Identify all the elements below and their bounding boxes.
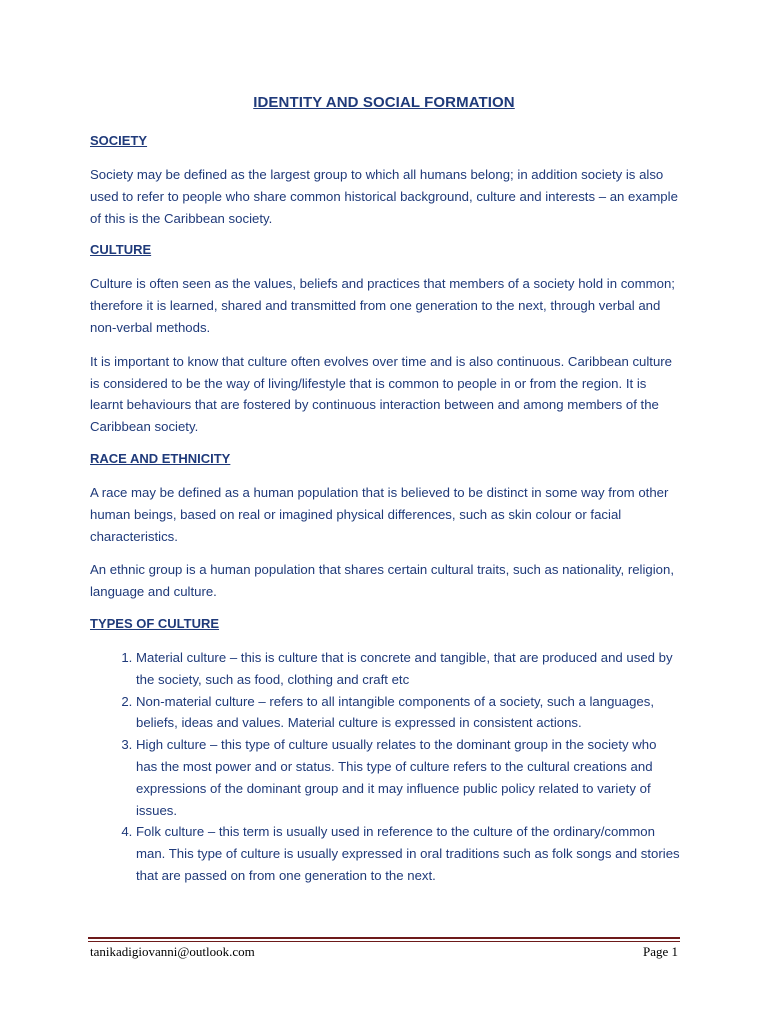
ethnicity-paragraph: An ethnic group is a human population that shares certain cultural traits, such as nationality, religion, language and culture. [90, 562, 674, 600]
list-item: 4. Folk culture – this term is usually used in reference to the culture of the ordinary/common man. This type of culture is usually expressed in oral traditions such as folk songs and stories that are passed on from one generation to the next. [136, 821, 680, 886]
heading-society: SOCIETY [90, 133, 148, 148]
race-paragraph: A race may be defined as a human population that is believed to be distinct in some way from other human beings, based on real or imagined physical differences, such as skin colour or facial characteristics. [90, 484, 669, 544]
list-item: 2. Non-material culture – refers to all intangible components of a society, such a languages, beliefs, ideas and values. Material culture is expressed in consistent actions. [136, 691, 680, 735]
list-item: 1. Material culture – this is culture that is concrete and tangible, that are produced and used by the society, such as food, clothing and craft etc [136, 647, 680, 691]
footer-page-number: Page 1 [642, 944, 678, 959]
society-paragraph: Society may be defined as the largest group to which all humans belong; in addition society is also used to refer to people who share common historical background, culture and interests – an example of this is the Caribbean society. [90, 167, 678, 226]
heading-culture: CULTURE [90, 242, 152, 258]
culture-paragraph-1: Culture is often seen as the values, beliefs and practices that members of a society hold in common; therefore it is learned, shared and transmitted from one generation to the next, through verbal and non-verbal methods. [90, 276, 675, 335]
footer-email: tanikadigiovanni@outlook.com [90, 944, 255, 959]
page-title: IDENTITY AND SOCIAL FORMATION [253, 94, 515, 111]
list-item: 3. High culture – this type of culture usually relates to the dominant group in the society who has the most power and or status. This type of culture refers to the cultural creations and expressions of the dominant group and it may influence public policy related to variety of issues. [136, 734, 680, 821]
heading-race-ethnicity: RACE AND ETHNICITY [90, 450, 231, 466]
types-of-culture-list [90, 647, 680, 887]
culture-paragraph-2: It is important to know that culture often evolves over time and is also continuous. Caribbean culture is considered to be the way of living/lifestyle that is common to people in or from the region. It is learnt behaviours that are fostered by continuous interaction between and among members of the Caribbean society. [90, 353, 673, 435]
footer-divider-thin [88, 941, 680, 942]
heading-types-of-culture: TYPES OF CULTURE [90, 615, 220, 631]
document-body [90, 132, 680, 887]
footer-divider-thick [88, 937, 680, 939]
